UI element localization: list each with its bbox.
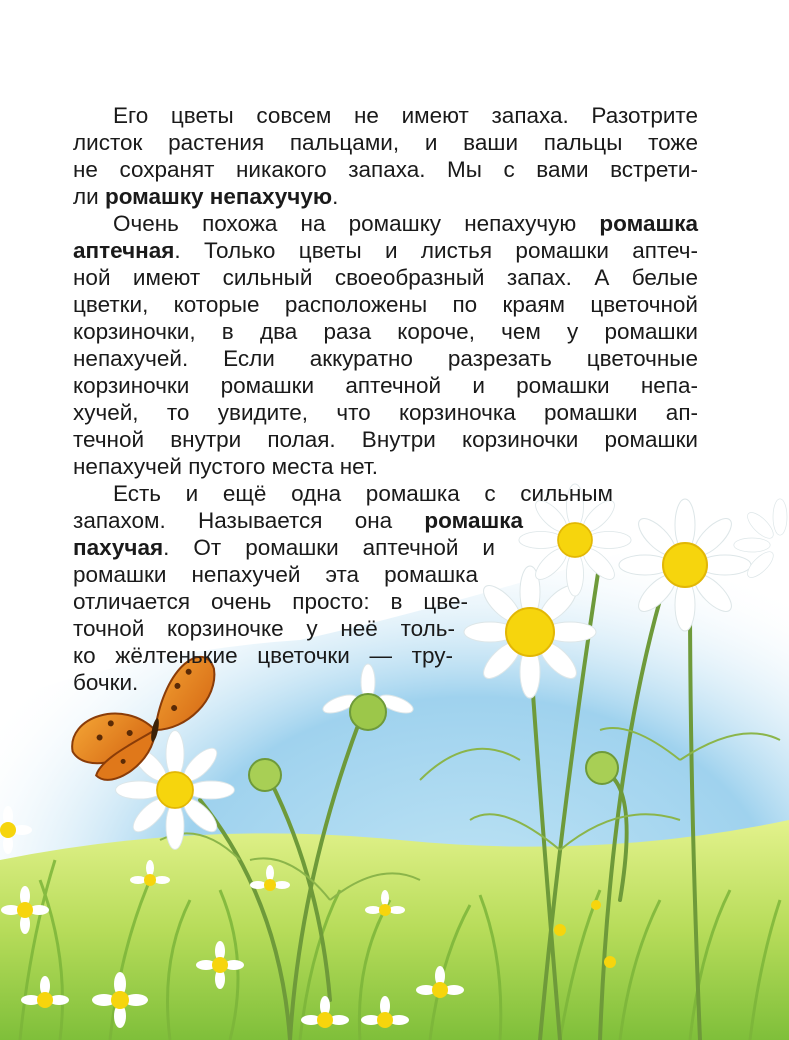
text-line (73, 156, 698, 183)
paragraph (73, 210, 698, 480)
text-line (73, 318, 698, 345)
text-line (73, 102, 698, 129)
chamomile-bud-icon (249, 759, 281, 791)
text-run: . Только цветы и листья ромашки аптеч- (174, 238, 698, 263)
text-run: течной внутри полая. Внутри корзиночки ромашки (73, 427, 698, 452)
text-run: цветки, которые расположены по краям цветочной (73, 292, 698, 317)
text-line (73, 372, 698, 399)
text-run: Его цветы совсем не имеют запаха. Разотрите (113, 103, 698, 128)
paragraph (73, 102, 698, 210)
bold-term: ромашка (424, 508, 523, 533)
text-run: . (332, 184, 339, 209)
text-line (73, 264, 698, 291)
text-line (73, 183, 698, 210)
text-line (73, 399, 698, 426)
bold-term: аптечная (73, 238, 175, 263)
text-run: ной имеют сильный своеобразный запах. А белые (73, 265, 698, 290)
text-line (73, 561, 478, 588)
bold-term: ромашку непахучую (104, 184, 333, 209)
text-line (73, 507, 523, 534)
text-run: бочки. (73, 670, 139, 695)
text-run: ли (73, 184, 105, 209)
text-run: хучей, то увидите, что корзиночка ромашки ап- (73, 400, 698, 425)
text-run: . От ромашки аптечной и (163, 535, 495, 560)
text-line (73, 291, 698, 318)
text-run: листок растения пальцами, и ваши пальцы тоже (73, 130, 698, 155)
text-line (73, 669, 613, 696)
bold-term: пахучая (73, 535, 164, 560)
text-run: отличается очень просто: в цве- (73, 589, 468, 614)
text-line (73, 453, 698, 480)
text-run: Очень похожа на ромашку непахучую (113, 211, 600, 236)
text-line (73, 480, 613, 507)
text-line (73, 345, 698, 372)
text-run: корзиночки ромашки аптечной и ромашки непа- (73, 373, 698, 398)
text-line (73, 210, 698, 237)
text-run: не сохранят никакого запаха. Мы с вами встрети- (73, 157, 698, 182)
text-run: корзиночки, в два раза короче, чем у ромашки (73, 319, 698, 344)
text-line (73, 129, 698, 156)
text-run: ромашки непахучей эта ромашка (73, 562, 478, 587)
paragraph (73, 480, 613, 696)
text-run: ко жёлтенькие цветочки — тру- (73, 643, 453, 668)
text-run: непахучей. Если аккуратно разрезать цветочные (73, 346, 698, 371)
text-run: запахом. Называется она (73, 508, 425, 533)
text-run: точной корзиночке у неё толь- (73, 616, 455, 641)
text-line (73, 588, 468, 615)
text-run: Есть и ещё одна ромашка с сильным (113, 481, 613, 506)
chamomile-bud-icon (586, 752, 618, 784)
text-line (73, 426, 698, 453)
text-line (73, 615, 455, 642)
text-line (73, 642, 453, 669)
text-line (73, 237, 698, 264)
text-line (73, 534, 495, 561)
bold-term: ромашка (599, 211, 698, 236)
text-run: непахучей пустого места нет. (73, 454, 378, 479)
